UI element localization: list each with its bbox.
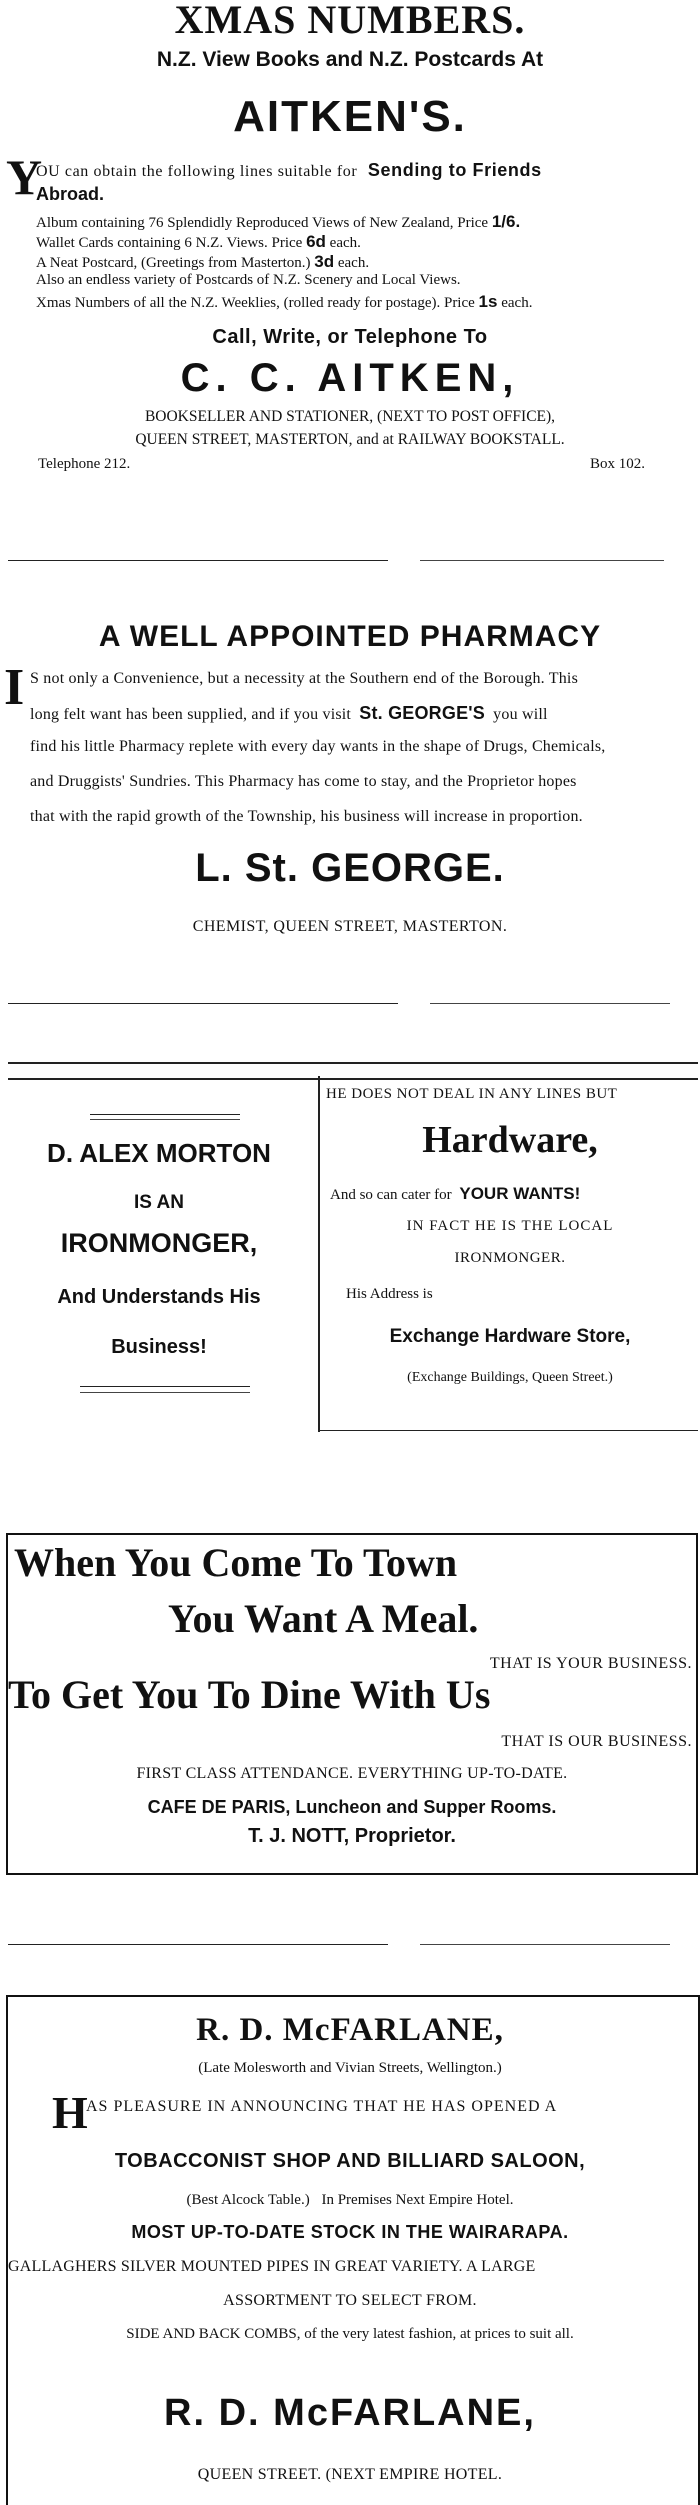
aitken-intro-bold: Sending to Friends: [367, 160, 542, 180]
aitken-intro-text: OU can obtain the following lines suitable for: [36, 163, 358, 180]
ornament-rule: [90, 1119, 240, 1120]
divider: [420, 560, 664, 561]
morton-fact2: IRONMONGER.: [454, 1250, 566, 1266]
mcfarlane-stock: MOST UP-TO-DATE STOCK IN THE WAIRARAPA.: [131, 2222, 569, 2242]
mcfarlane-premises-text: In Premises Next Empire Hotel.: [321, 2192, 514, 2208]
aitken-item: [36, 292, 532, 312]
divider: [8, 1944, 388, 1945]
aitken-telephone: Telephone 212.: [38, 456, 131, 472]
divider: [420, 1944, 670, 1945]
pharmacy-line-text: long felt want has been supplied, and if you visit: [30, 706, 352, 723]
morton-trade: IRONMONGER,: [60, 1228, 258, 1258]
cafe-line6: FIRST CLASS ATTENDANCE. EVERYTHING UP-TO-DATE.: [136, 1765, 568, 1782]
item-text: A Neat Postcard, (Greetings from Masterton.): [36, 255, 311, 271]
ornament-rule: [80, 1386, 250, 1387]
aitken-item: [36, 272, 461, 289]
item-price: 1/6.: [491, 212, 521, 231]
cafe-line4: To Get You To Dine With Us: [8, 1672, 491, 1717]
mcfarlane-late: (Late Molesworth and Vivian Streets, Wellington.): [198, 2060, 502, 2076]
item-price: 1s: [478, 292, 498, 311]
mcfarlane-combs: [0, 2326, 700, 2343]
cafe-line1: When You Come To Town: [14, 1540, 458, 1585]
morton-name: D. ALEX MORTON: [47, 1138, 271, 1168]
aitken-call: Call, Write, or Telephone To: [212, 326, 488, 348]
morton-store-sub: (Exchange Buildings, Queen Street.): [407, 1370, 613, 1385]
pharmacy-address: CHEMIST, QUEEN STREET, MASTERTON.: [192, 918, 508, 935]
divider: [8, 1003, 398, 1004]
mcfarlane-announce: AS PLEASURE IN ANNOUNCING THAT HE HAS OPENED A: [86, 2098, 558, 2115]
mcfarlane-combs-text: of the very latest fashion, at prices to suit all.: [304, 2326, 574, 2342]
item-price: 6d: [306, 232, 326, 251]
pharmacy-line: S not only a Convenience, but a necessity at the Southern end of the Borough. This: [30, 670, 579, 687]
aitken-dropcap: Y: [6, 149, 43, 205]
mcfarlane-pipes2: ASSORTMENT TO SELECT FROM.: [223, 2292, 477, 2309]
ornament-rule: [90, 1114, 240, 1115]
morton-cater-text: And so can cater for: [330, 1187, 452, 1203]
pharmacy-line: [30, 703, 548, 724]
cafe-line7: CAFE DE PARIS, Luncheon and Supper Rooms.: [147, 1797, 557, 1817]
divider: [430, 1003, 670, 1004]
mcfarlane-pipes1: GALLAGHERS SILVER MOUNTED PIPES IN GREAT VARIETY. A LARGE: [8, 2258, 536, 2275]
cafe-line5: THAT IS OUR BUSINESS.: [501, 1733, 692, 1750]
morton-business: Business!: [111, 1336, 207, 1358]
item-suffix: each.: [329, 235, 361, 251]
ornament-rule: [80, 1392, 250, 1393]
mcfarlane-name2: R. D. McFARLANE,: [164, 2392, 536, 2434]
aitken-desc1: BOOKSELLER AND STATIONER, (NEXT TO POST OFFICE),: [144, 408, 556, 425]
aitken-box: Box 102.: [590, 456, 646, 472]
divider: [8, 1062, 698, 1064]
mcfarlane-shop: TOBACCONIST SHOP AND BILLIARD SALOON,: [114, 2150, 586, 2172]
mcfarlane-name: R. D. McFARLANE,: [196, 2012, 504, 2048]
mcfarlane-table-text: (Best Alcock Table.): [186, 2192, 310, 2208]
morton-understands: And Understands His: [57, 1286, 261, 1308]
morton-address-label: His Address is: [346, 1286, 433, 1302]
aitken-name: AITKEN'S.: [233, 92, 467, 141]
pharmacy-st-georges: St. GEORGE'S: [359, 703, 485, 723]
mcfarlane-address: QUEEN STREET. (NEXT EMPIRE HOTEL.: [197, 2466, 503, 2483]
morton-hardware: Hardware,: [422, 1119, 598, 1161]
morton-fact1: IN FACT HE IS THE LOCAL: [406, 1218, 614, 1234]
morton-cater: [330, 1184, 580, 1204]
item-suffix: each.: [337, 255, 370, 271]
item-text: Album containing 76 Splendidly Reproduced Views of New Zealand, Price: [36, 215, 489, 231]
aitken-intro: [36, 160, 542, 181]
aitken-item: [36, 252, 369, 272]
item-suffix: each.: [501, 295, 533, 311]
morton-store: Exchange Hardware Store,: [389, 1326, 631, 1347]
aitken-subhead: N.Z. View Books and N.Z. Postcards At: [156, 48, 544, 71]
item-price: 3d: [314, 252, 335, 271]
aitken-headline: XMAS NUMBERS.: [174, 0, 526, 42]
morton-bottom-rule: [320, 1430, 698, 1431]
cafe-line8: T. J. NOTT, Proprietor.: [248, 1825, 456, 1847]
mcfarlane-combs-caps: SIDE AND BACK COMBS,: [126, 2326, 301, 2342]
cafe-advert: [6, 1533, 698, 1875]
mcfarlane-dropcap: H: [52, 2087, 88, 2138]
aitken-proprietor: C. C. AITKEN,: [180, 356, 520, 400]
aitken-desc2: QUEEN STREET, MASTERTON, and at RAILWAY BOOKSTALL.: [135, 431, 565, 448]
item-text: Also an endless variety of Postcards of N.Z. Scenery and Local Views.: [36, 272, 461, 288]
aitken-intro-line2: Abroad.: [36, 184, 105, 204]
item-text: Wallet Cards containing 6 N.Z. Views. Price: [36, 235, 303, 251]
mcfarlane-table: [0, 2192, 700, 2209]
morton-your-wants: YOUR WANTS!: [459, 1184, 581, 1203]
aitken-item: [36, 212, 520, 232]
pharmacy-line: that with the rapid growth of the Township, his business will increase in proportion.: [30, 808, 583, 825]
cafe-line3: THAT IS YOUR BUSINESS.: [489, 1655, 692, 1672]
pharmacy-line-text: you will: [493, 706, 548, 723]
morton-top-rule: [8, 1078, 698, 1080]
pharmacy-dropcap: I: [4, 659, 25, 716]
pharmacy-line: find his little Pharmacy replete with every day wants in the shape of Drugs, Chemicals,: [30, 738, 606, 755]
aitken-item: [36, 232, 361, 252]
pharmacy-name: L. St. GEORGE.: [195, 846, 505, 890]
item-text: Xmas Numbers of all the N.Z. Weeklies, (rolled ready for postage). Price: [36, 295, 475, 311]
cafe-line2: You Want A Meal.: [168, 1596, 479, 1641]
pharmacy-headline: A WELL APPOINTED PHARMACY: [98, 620, 602, 653]
divider: [8, 560, 388, 561]
morton-right-line: HE DOES NOT DEAL IN ANY LINES BUT: [326, 1086, 618, 1102]
pharmacy-line: and Druggists' Sundries. This Pharmacy has come to stay, and the Proprietor hopes: [30, 773, 577, 790]
morton-is-an: IS AN: [134, 1192, 184, 1213]
